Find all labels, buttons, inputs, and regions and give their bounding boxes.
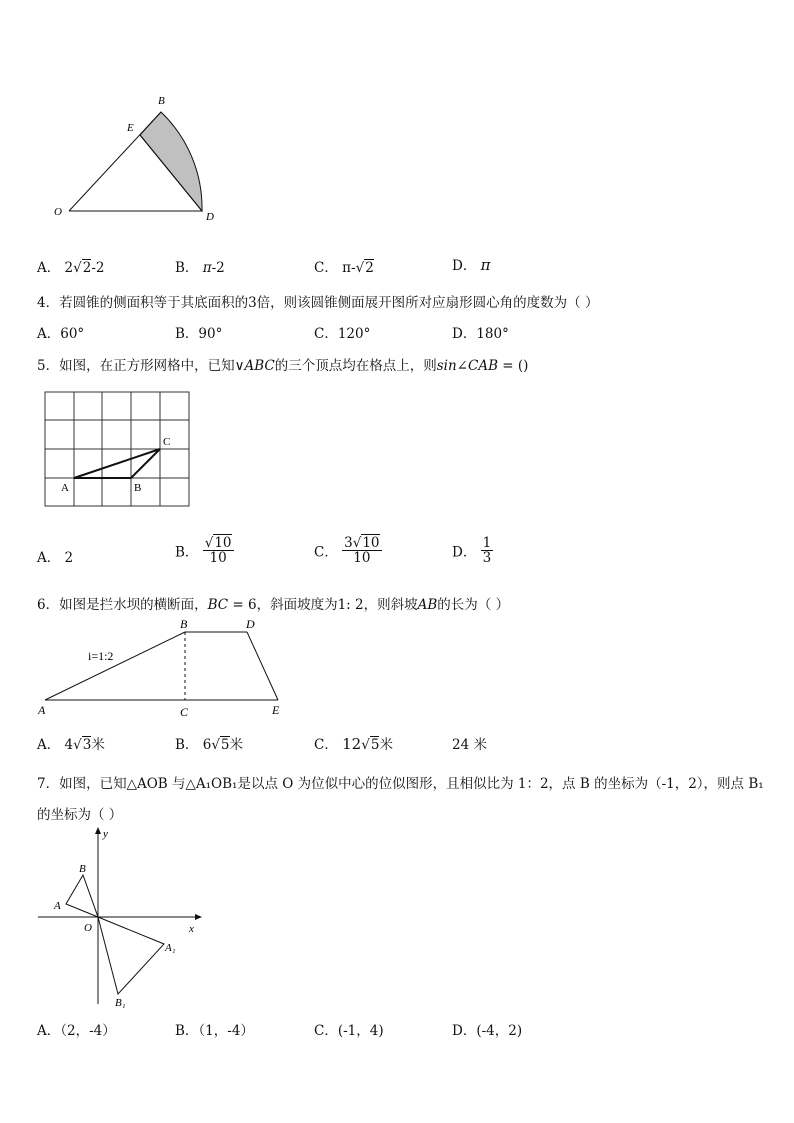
q5-label-c: C: [163, 436, 171, 448]
q3-option-c-minus: -: [351, 260, 356, 276]
q7-question-text-line2: 的坐标为（ ）: [37, 807, 123, 823]
q5-option-c-coef: 3: [344, 535, 353, 551]
q3-option-c-radicand: 2: [365, 260, 374, 276]
q6-option-b-radicand: 5: [220, 737, 230, 753]
q5-option-d[interactable]: [452, 536, 493, 565]
q5-option-b-letter: B．: [175, 544, 199, 561]
q3-option-d-pi: π: [480, 256, 491, 274]
q6-option-c-radicand: 5: [370, 737, 380, 753]
q6-bc: BC: [207, 597, 229, 613]
q6-text-pre: 6．如图是拦水坝的横断面，: [37, 597, 208, 613]
arrow-right-icon: [195, 914, 202, 920]
q5-option-c-denominator: 10: [353, 550, 371, 567]
q6-option-a-radicand: 3: [82, 737, 92, 753]
q5-option-b-denominator: 10: [209, 550, 227, 567]
q7-option-d[interactable]: D．(-4，2): [452, 1023, 523, 1039]
q6-label-a: A: [38, 703, 46, 717]
q5-option-a-letter: A．: [37, 550, 61, 566]
q5-option-b[interactable]: [175, 536, 234, 565]
q5-triangle-abc: [74, 449, 160, 478]
q3-option-b-tail: -2: [211, 260, 225, 276]
q5-text-post: = (): [498, 358, 529, 374]
q3-option-a-tail: -2: [91, 260, 105, 276]
q5-option-d-fraction: [481, 536, 494, 565]
q3-option-c[interactable]: [314, 256, 374, 276]
q5-option-b-radicand: 10: [214, 535, 232, 551]
q6-option-b-unit: 米: [229, 737, 244, 753]
q6-option-c-unit: 米: [379, 737, 393, 753]
sqrt-icon: √: [73, 260, 82, 276]
q5-option-c-fraction: [342, 536, 381, 565]
q3-option-a[interactable]: [37, 256, 105, 276]
q3-option-b-pi: π: [202, 260, 212, 276]
q5-label-a: A: [61, 482, 69, 494]
q7-option-c[interactable]: C．(-1，4): [314, 1023, 384, 1039]
q3-segment-ob: [69, 112, 161, 211]
q6-slope-label: i=1:2: [88, 649, 114, 663]
q7-question-text-line1: 7．如图，已知△AOB 与△A₁OB₁是以点 O 为位似中心的位似图形，且相似比为 1：2，点 B 的坐标为（-1，2），则点 B₁: [37, 776, 764, 792]
q5-triangle: ∨ABC: [234, 358, 275, 374]
q6-label-b: B: [180, 617, 188, 631]
q5-grid-figure: [40, 388, 200, 512]
q3-option-a-letter: A．: [37, 260, 61, 276]
q3-sector-figure: [40, 88, 230, 228]
q3-shaded-region: [140, 112, 202, 211]
q3-label-e: E: [127, 122, 134, 134]
q5-option-d-letter: D．: [452, 544, 477, 561]
q3-label-b: B: [158, 95, 165, 107]
sqrt-icon: √: [361, 737, 370, 753]
q6-option-c[interactable]: [314, 733, 393, 753]
q3-label-o: O: [54, 206, 62, 218]
q3-option-d-letter: D．: [452, 258, 477, 274]
q5-text-pre: 5．如图，在正方形网格中，已知: [37, 358, 235, 374]
sqrt-icon: √: [355, 260, 365, 276]
q7-label-b1: B₁: [115, 997, 126, 1009]
q6-ab: AB: [417, 597, 438, 613]
q6-label-c: C: [180, 705, 189, 719]
q3-option-b-letter: B．: [175, 260, 199, 276]
q5-option-c[interactable]: [314, 536, 382, 565]
q6-slope-ab: [45, 632, 185, 700]
q3-option-a-coef: 2: [64, 260, 74, 276]
sqrt-icon: √: [204, 535, 214, 551]
q7-label-o: O: [84, 922, 92, 934]
q4-option-d[interactable]: D．180°: [452, 326, 509, 342]
q7-triangle-aob: [66, 875, 98, 917]
q3-option-c-pi: π: [342, 260, 352, 276]
q7-triangle-a1ob1: [98, 917, 164, 994]
q6-text-post: 的长为（ ）: [437, 597, 510, 613]
q3-option-b[interactable]: [175, 256, 225, 276]
q7-option-a[interactable]: A．（2，-4）: [37, 1023, 116, 1039]
arrow-up-icon: [95, 827, 101, 834]
q6-option-a[interactable]: [37, 733, 105, 753]
q7-label-y: y: [103, 828, 108, 840]
q6-option-b-letter: B．: [175, 737, 199, 753]
q6-option-b-coef: 6: [202, 737, 212, 753]
q7-coordinate-figure: [30, 822, 210, 1012]
sqrt-icon: √: [211, 737, 220, 753]
q3-label-d: D: [206, 211, 214, 223]
q5-option-b-fraction: [203, 536, 234, 565]
q5-option-d-denominator: 3: [482, 550, 492, 567]
q4-option-b[interactable]: B．90°: [175, 326, 223, 342]
q5-option-c-letter: C．: [314, 544, 338, 561]
q6-label-e: E: [272, 703, 280, 717]
q3-option-c-letter: C．: [314, 260, 338, 276]
q6-option-c-letter: C．: [314, 737, 338, 753]
q5-text-mid: 的三个顶点均在格点上，则: [274, 358, 437, 374]
q7-label-b: B: [79, 863, 86, 875]
q6-label-d: D: [246, 617, 255, 631]
q5-expression: sin∠CAB: [436, 358, 498, 374]
q6-option-c-coef: 12: [342, 735, 362, 753]
q7-label-a: A: [54, 900, 61, 912]
q7-label-x: x: [189, 923, 194, 935]
q5-option-a[interactable]: [37, 546, 73, 566]
q5-question-text: [37, 354, 528, 374]
q3-option-d[interactable]: [452, 254, 490, 274]
q7-label-a1: A₁: [165, 942, 176, 954]
q4-option-c[interactable]: C．120°: [314, 326, 371, 342]
q3-option-a-radicand: 2: [82, 260, 92, 276]
q6-side-de: [247, 632, 278, 700]
q6-option-b[interactable]: [175, 733, 243, 753]
q6-option-a-coef: 4: [64, 737, 74, 753]
q5-option-d-numerator: 1: [482, 535, 492, 551]
q6-dam-figure: [30, 614, 300, 722]
q6-option-a-letter: A．: [37, 737, 61, 753]
q7-option-b[interactable]: B．（1，-4）: [175, 1023, 254, 1039]
q5-option-a-value: 2: [64, 550, 74, 566]
q5-label-b: B: [134, 482, 142, 494]
sqrt-icon: √: [73, 737, 82, 753]
sqrt-icon: √: [352, 535, 362, 551]
q6-option-d[interactable]: 24 米: [452, 737, 487, 753]
q6-text-eq: = 6，斜面坡度为1: 2，则斜坡: [228, 597, 418, 613]
q5-option-c-radicand: 10: [362, 535, 380, 551]
q6-question-text: [37, 593, 509, 613]
q6-option-a-unit: 米: [91, 737, 105, 753]
q4-question-text: 4．若圆锥的侧面积等于其底面积的3倍，则该圆锥侧面展开图所对应扇形圆心角的度数为（ ）: [37, 295, 599, 311]
q4-option-a[interactable]: A．60°: [37, 326, 85, 342]
